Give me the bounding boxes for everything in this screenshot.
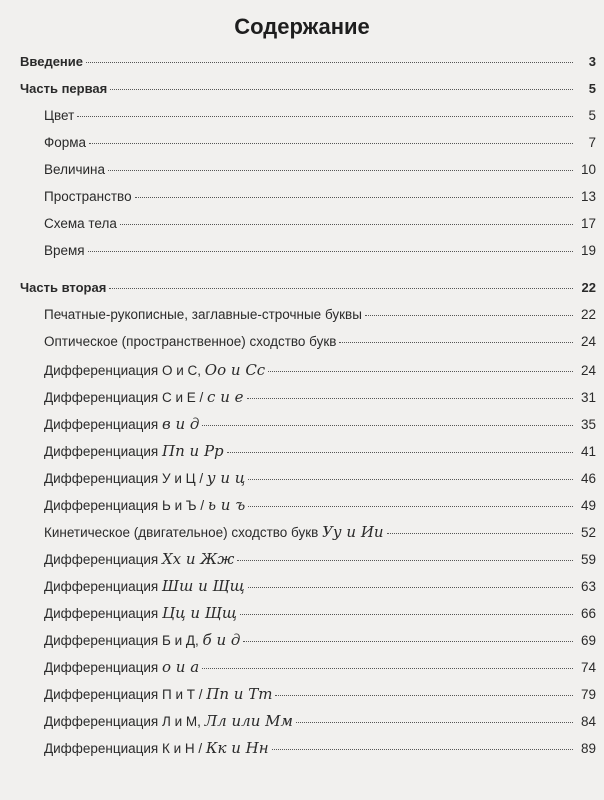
entry-text: Дифференциация У и Ц / (44, 471, 207, 486)
page-number: 49 (580, 498, 596, 513)
cursive-letters: Оо и Сс (204, 361, 266, 379)
dot-leader (268, 371, 573, 372)
entry-text: Дифференциация Ь и Ъ / (44, 498, 208, 513)
page-number: 59 (580, 552, 596, 567)
page-number: 63 (580, 579, 596, 594)
cursive-letters: ь и ъ (207, 496, 246, 514)
dot-leader (202, 425, 573, 426)
entry-text: Дифференциация (44, 606, 162, 621)
toc-entry[interactable] (0, 216, 604, 243)
entry-text: Дифференциация (44, 552, 162, 567)
toc-entry[interactable] (0, 415, 604, 442)
dot-leader (247, 398, 573, 399)
page-number: 84 (580, 714, 596, 729)
cursive-letters: Пп и Рр (162, 442, 224, 460)
dot-leader (237, 560, 573, 561)
page-number: 69 (580, 633, 596, 648)
page-number: 5 (588, 108, 596, 123)
toc-entry-label (44, 631, 240, 649)
toc-entry-label (20, 54, 83, 69)
toc-entry[interactable] (0, 631, 604, 658)
page-number: 31 (580, 390, 596, 405)
dot-leader (248, 506, 573, 507)
toc-entry[interactable] (0, 496, 604, 523)
dot-leader (248, 479, 573, 480)
dot-leader (202, 668, 573, 669)
cursive-letters: Уу и Ии (322, 523, 384, 541)
toc-entry-label (44, 415, 199, 433)
dot-leader (110, 89, 573, 90)
dot-leader (243, 641, 573, 642)
page-number: 17 (580, 216, 596, 231)
entry-text: Кинетическое (двигательное) сходство букв (44, 525, 323, 540)
page-number: 5 (588, 81, 596, 96)
entry-text: Дифференциация С и Е / (44, 390, 208, 405)
entry-text: Дифференциация (44, 579, 162, 594)
toc-entry[interactable] (0, 243, 604, 270)
page-number: 24 (580, 334, 596, 349)
page-number: 52 (580, 525, 596, 540)
toc-entry-label (44, 496, 245, 514)
page-number: 22 (580, 307, 596, 322)
page-number: 89 (580, 741, 596, 756)
page-number: 46 (580, 471, 596, 486)
toc-entry-label (44, 216, 117, 231)
entry-text: Дифференциация (44, 417, 162, 432)
dot-leader (120, 224, 573, 225)
toc-entry-label (44, 334, 336, 349)
entry-text: Время (44, 243, 85, 258)
toc-entry-label (44, 658, 199, 676)
toc-entry[interactable] (0, 658, 604, 685)
dot-leader (135, 197, 573, 198)
toc-entry-label (44, 469, 245, 487)
dot-leader (240, 614, 573, 615)
page-number: 13 (580, 189, 596, 204)
cursive-letters: Кк и Нн (205, 739, 269, 757)
toc-entry[interactable] (0, 189, 604, 216)
toc-entry-label (44, 189, 132, 204)
cursive-letters: Хх и Жж (162, 550, 235, 568)
page-number: 79 (580, 687, 596, 702)
toc-entry-label (44, 604, 237, 622)
dot-leader (86, 62, 573, 63)
page-number: 35 (580, 417, 596, 432)
toc-section[interactable] (0, 280, 604, 307)
toc-entry[interactable] (0, 577, 604, 604)
dot-leader (365, 315, 573, 316)
toc-entry-label (20, 81, 107, 96)
toc-entry[interactable] (0, 334, 604, 361)
entry-text: Дифференциация П и Т / (44, 687, 207, 702)
entry-text: Дифференциация Л и М, (44, 714, 205, 729)
toc-entry[interactable] (0, 361, 604, 388)
entry-text: Оптическое (пространственное) сходство букв (44, 334, 337, 349)
toc-entry-label (44, 712, 293, 730)
toc-entry-label (44, 685, 272, 703)
toc-entry[interactable] (0, 523, 604, 550)
toc-entry-label (44, 361, 265, 379)
toc-entry-label (44, 307, 362, 322)
toc-entry[interactable] (0, 712, 604, 739)
cursive-letters: б и д (202, 631, 241, 649)
page-number: 41 (580, 444, 596, 459)
entry-text: Дифференциация Б и Д, (44, 633, 203, 648)
entry-text: Введение (20, 54, 83, 69)
toc-entry[interactable] (0, 108, 604, 135)
toc-entry-label (44, 442, 224, 460)
toc-entry[interactable] (0, 604, 604, 631)
cursive-letters: с и е (207, 388, 244, 406)
page-number: 74 (580, 660, 596, 675)
dot-leader (227, 452, 573, 453)
page-title: Содержание (234, 14, 370, 39)
entry-text: Форма (44, 135, 87, 150)
dot-leader (108, 170, 573, 171)
toc-entry[interactable] (0, 307, 604, 334)
page-number: 66 (580, 606, 596, 621)
entry-text: Дифференциация (44, 444, 162, 459)
cursive-letters: Шш и Щщ (162, 577, 245, 595)
toc-entry[interactable] (0, 685, 604, 712)
toc-entry-label (44, 243, 85, 258)
toc-entry-label (44, 108, 74, 123)
toc-entry[interactable] (0, 550, 604, 577)
toc-entry-label (20, 280, 106, 295)
toc-entry[interactable] (0, 162, 604, 189)
dot-leader (89, 143, 573, 144)
dot-leader (339, 342, 573, 343)
page-number: 22 (581, 280, 596, 295)
entry-text: Дифференциация (44, 660, 162, 675)
entry-text: Цвет (44, 108, 75, 123)
dot-leader (387, 533, 573, 534)
page-number: 24 (580, 363, 596, 378)
cursive-letters: в и д (162, 415, 200, 433)
dot-leader (109, 288, 573, 289)
entry-text: Пространство (44, 189, 132, 204)
toc-entry[interactable] (0, 469, 604, 496)
toc-entry-label (44, 135, 86, 150)
dot-leader (77, 116, 573, 117)
cursive-letters: у и ц (206, 469, 246, 487)
entry-text: Схема тела (44, 216, 117, 231)
entry-text: Печатные-рукописные, заглавные-строчные буквы (44, 307, 362, 322)
toc-entry-label (44, 550, 234, 568)
toc-entry-label (44, 577, 245, 595)
cursive-letters: Лл или Мм (204, 712, 293, 730)
toc-section[interactable] (0, 81, 604, 108)
cursive-letters: Пп и Тт (206, 685, 273, 703)
toc-entry[interactable] (0, 442, 604, 469)
cursive-letters: о и а (162, 658, 200, 676)
page-number: 10 (580, 162, 596, 177)
dot-leader (272, 749, 573, 750)
dot-leader (275, 695, 573, 696)
dot-leader (296, 722, 573, 723)
toc-entry[interactable] (0, 135, 604, 162)
page-number: 19 (580, 243, 596, 258)
toc-section[interactable] (0, 54, 604, 81)
toc-entry-label (44, 739, 269, 757)
table-of-contents (0, 54, 604, 766)
toc-entry-label (44, 162, 105, 177)
toc-entry-label (44, 523, 384, 541)
page-number: 7 (588, 135, 596, 150)
entry-text: Дифференциация К и Н / (44, 741, 206, 756)
toc-entry[interactable] (0, 739, 604, 766)
cursive-letters: Цц и Щщ (162, 604, 237, 622)
entry-text: Величина (44, 162, 106, 177)
entry-text: Часть вторая (20, 280, 107, 295)
entry-text: Дифференциация О и С, (44, 363, 205, 378)
entry-text: Часть первая (20, 81, 108, 96)
toc-entry-label (44, 388, 244, 406)
dot-leader (88, 251, 573, 252)
page-number: 3 (588, 54, 596, 69)
toc-entry[interactable] (0, 388, 604, 415)
dot-leader (248, 587, 573, 588)
